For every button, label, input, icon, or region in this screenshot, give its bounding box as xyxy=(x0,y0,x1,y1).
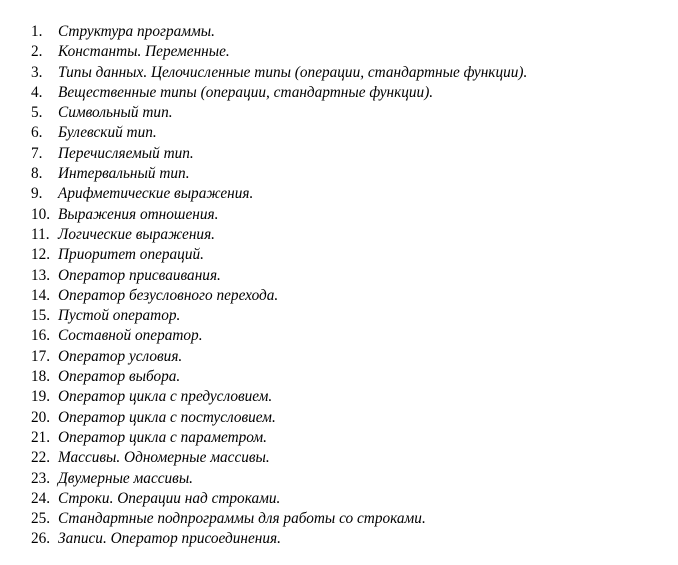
list-item-text: Пустой оператор. xyxy=(58,307,181,325)
list-item-number: 5. xyxy=(31,104,43,122)
list-item-number: 6. xyxy=(31,124,43,142)
list-item xyxy=(31,63,671,83)
list-item xyxy=(31,469,671,489)
list-item-text: Оператор выбора. xyxy=(58,368,181,386)
document-page xyxy=(31,22,671,550)
list-item-text: Перечисляемый тип. xyxy=(58,144,194,162)
list-item xyxy=(31,184,671,204)
list-item xyxy=(31,286,671,306)
list-item-text: Массивы. Одномерные массивы. xyxy=(58,449,270,467)
list-item-number: 22. xyxy=(31,449,51,467)
list-item-text: Строки. Операции над строками. xyxy=(58,489,281,507)
list-item-number: 14. xyxy=(31,286,51,304)
list-item-text: Стандартные подпрограммы для работы со строками. xyxy=(58,510,426,528)
list-item-number: 4. xyxy=(31,83,43,101)
list-item xyxy=(31,448,671,468)
list-item-text: Символьный тип. xyxy=(58,104,173,122)
list-item-number: 15. xyxy=(31,307,51,325)
list-item-text: Интервальный тип. xyxy=(58,165,190,183)
list-item-text: Записи. Оператор присоединения. xyxy=(58,530,281,548)
list-item-text: Логические выражения. xyxy=(58,225,216,243)
list-item-number: 13. xyxy=(31,266,51,284)
list-item-text: Двумерные массивы. xyxy=(58,469,194,487)
list-item-number: 20. xyxy=(31,408,51,426)
list-item xyxy=(31,123,671,143)
list-item-text: Составной оператор. xyxy=(58,327,203,345)
list-item-number: 25. xyxy=(31,510,51,528)
list-item-number: 17. xyxy=(31,347,51,365)
list-item xyxy=(31,144,671,164)
list-item-text: Оператор цикла с предусловием. xyxy=(58,388,273,406)
list-item-number: 24. xyxy=(31,489,51,507)
list-item-text: Вещественные типы (операции, стандартные функции). xyxy=(58,83,434,101)
list-item xyxy=(31,326,671,346)
list-item-number: 21. xyxy=(31,428,51,446)
list-item-number: 8. xyxy=(31,165,43,183)
list-item-text: Структура программы. xyxy=(58,23,215,40)
list-item xyxy=(31,489,671,509)
list-item xyxy=(31,22,671,42)
list-item-text: Булевский тип. xyxy=(58,124,157,142)
list-item-number: 11. xyxy=(31,225,50,243)
list-item-text: Выражения отношения. xyxy=(58,205,219,223)
list-item-number: 9. xyxy=(31,185,43,203)
list-item xyxy=(31,529,671,549)
list-item-number: 19. xyxy=(31,388,51,406)
list-item xyxy=(31,509,671,529)
list-item-number: 26. xyxy=(31,530,51,548)
list-item-number: 12. xyxy=(31,246,51,264)
topic-list xyxy=(31,22,671,550)
list-item-number: 16. xyxy=(31,327,51,345)
list-item-number: 3. xyxy=(31,63,43,81)
list-item-number: 7. xyxy=(31,144,43,162)
list-item-text: Оператор присваивания. xyxy=(58,266,221,284)
list-item xyxy=(31,306,671,326)
list-item-text: Арифметические выражения. xyxy=(58,185,254,203)
list-item xyxy=(31,83,671,103)
list-item xyxy=(31,367,671,387)
list-item xyxy=(31,164,671,184)
list-item-text: Оператор цикла с постусловием. xyxy=(58,408,276,426)
list-item xyxy=(31,245,671,265)
list-item-number: 2. xyxy=(31,43,43,61)
list-item-number: 10. xyxy=(31,205,51,223)
list-item xyxy=(31,387,671,407)
list-item-text: Оператор условия. xyxy=(58,347,183,365)
list-item-number: 18. xyxy=(31,368,51,386)
list-item xyxy=(31,428,671,448)
list-item-text: Константы. Переменные. xyxy=(58,43,230,61)
list-item xyxy=(31,205,671,225)
list-item xyxy=(31,225,671,245)
list-item xyxy=(31,266,671,286)
list-item xyxy=(31,103,671,123)
list-item xyxy=(31,347,671,367)
list-item-text: Приоритет операций. xyxy=(58,246,204,264)
list-item xyxy=(31,408,671,428)
list-item-number: 1. xyxy=(31,23,43,40)
list-item xyxy=(31,42,671,62)
list-item-number: 23. xyxy=(31,469,51,487)
list-item-text: Оператор цикла с параметром. xyxy=(58,428,267,446)
list-item-text: Типы данных. Целочисленные типы (операции, стандартные функции). xyxy=(58,63,528,81)
list-item-text: Оператор безусловного перехода. xyxy=(58,286,279,304)
